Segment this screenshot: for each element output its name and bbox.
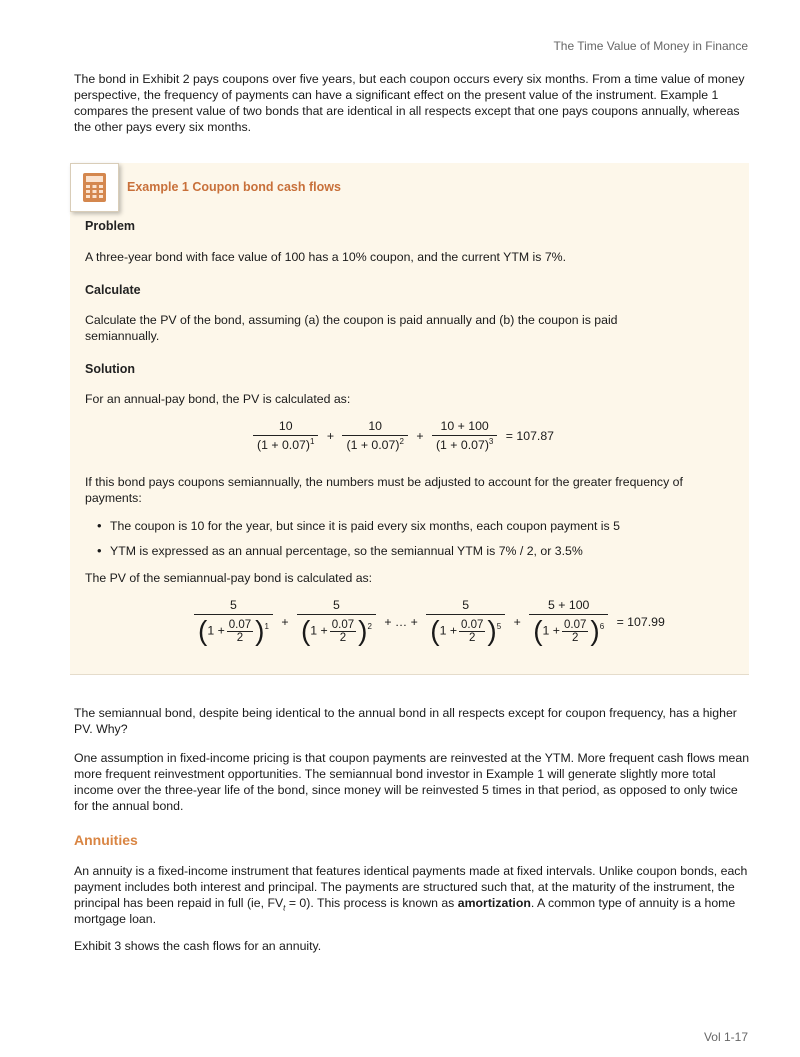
- example-box: Example 1 Coupon bond cash flows Problem A three-year bond with face value of 100 has a 10% coupon, and the current YTM is 7%. Calculate Calculate the PV of the bond, assuming (a) the coupon is paid annually and (b) the coupon is paid semiannually. Solution For an annual-pay bond, the PV is calculated as: $\frac{10}{(1 + 0.07)^1}$ + $\frac{10}{(1 + 0.07)^2}$ + $\frac{10 + 100}{(1 + 0.07)^3}$ = 107.87 If this bond pays coupons semiannually, the numbers must be adjusted to account for the greater frequency of payments: • The coupon is 10 for the year, but since it is paid every six months, each coupon payment is 5 • YTM is expressed as an annual percentage, so the semiannual YTM is 7% / 2, or 3.5% The PV of the semiannual-pay bond is calculated as: 5 (1 + $\frac{0.07}{2}$ )$^1$ + 5 (1 + $\frac{0.07}{2}$ )$^2$ + … + 5 (1 + $\frac{0.07}{2}$ )$^5$ + 5 + 100 (1 + $\frac{0.07}{2}$ )$^6$ = 107.99: [70, 163, 749, 675]
- example-title: Example 1 Coupon bond cash flows: [127, 180, 341, 194]
- semiannual-paragraph: The semiannual bond, despite being identical to the annual bond in all respects except for coupon frequency, has a higher PV. Why?: [74, 706, 737, 736]
- semiannual-formula-intro: The PV of the semiannual-pay bond is calculated as:: [85, 571, 373, 585]
- semiannual-intro: If this bond pays coupons semiannually, the numbers must be adjusted to account for the greater frequency of payments:: [85, 475, 683, 505]
- problem-heading: Problem: [85, 219, 136, 233]
- annuities-paragraph: An annuity is a fixed-income instrument that features identical payments made at fixed intervals. Unlike coupon bonds, each payment includes both interest and principal. The payments are structured such that, at the maturity of the instrument, the principal has been repaid in full (ie, $FV_t = 0$). This process is known as amortization. A common type of annuity is a home mortgage loan.: [74, 864, 748, 926]
- intro-paragraph: The bond in Exhibit 2 pays coupons over five years, but each coupon occurs every six months. From a time value of money perspective, the frequency of payments can have a significant effect on the present value of the instrument. Example 1 compares the present value of two bonds that are identical in all respects except that one pays coupons annually, whereas the other pays every six months.: [74, 72, 745, 134]
- annuities-heading: Annuities: [74, 832, 138, 848]
- calculator-icon: [70, 163, 119, 212]
- exhibit-reference-paragraph: Exhibit 3 shows the cash flows for an annuity.: [74, 939, 322, 953]
- assumption-paragraph: One assumption in fixed-income pricing is that coupon payments are reinvested at the YTM. More frequent cash flows mean more frequent reinvestment opportunities. The semiannual bond investor in Example 1 will generate slightly more total income over the three-year life of the bond, since money will be reinvested 5 times in that period, as opposed to only twice for the annual bond.: [74, 751, 750, 813]
- problem-text: A three-year bond with face value of 100 has a 10% coupon, and the current YTM is 7%.: [85, 250, 567, 264]
- calculate-text: Calculate the PV of the bond, assuming (a) the coupon is paid annually and (b) the coupon is paid semiannually.: [85, 313, 618, 343]
- running-header: The Time Value of Money in Finance: [553, 39, 748, 53]
- solution-heading: Solution: [85, 362, 135, 376]
- semiannual-pv-formula: 5 (1 + $\frac{0.07}{2}$ )$^1$ + 5 (1 + $\frac{0.07}{2}$ )$^2$ + … + 5 (1 + $\frac{0.07}{2}$ )$^5$ + 5 + 100 (1 + $\frac{0.07}{2}$ )$^6$ = 107.99: [194, 598, 670, 645]
- page-number: Vol 1-17: [703, 1030, 748, 1044]
- calculate-heading: Calculate: [85, 283, 141, 297]
- annual-pv-formula: $\frac{10}{(1 + 0.07)^1}$ + $\frac{10}{(1 + 0.07)^2}$ + $\frac{10 + 100}{(1 + 0.07)^3}$ = 107.87: [253, 419, 559, 452]
- solution-intro: For an annual-pay bond, the PV is calculated as:: [85, 392, 351, 406]
